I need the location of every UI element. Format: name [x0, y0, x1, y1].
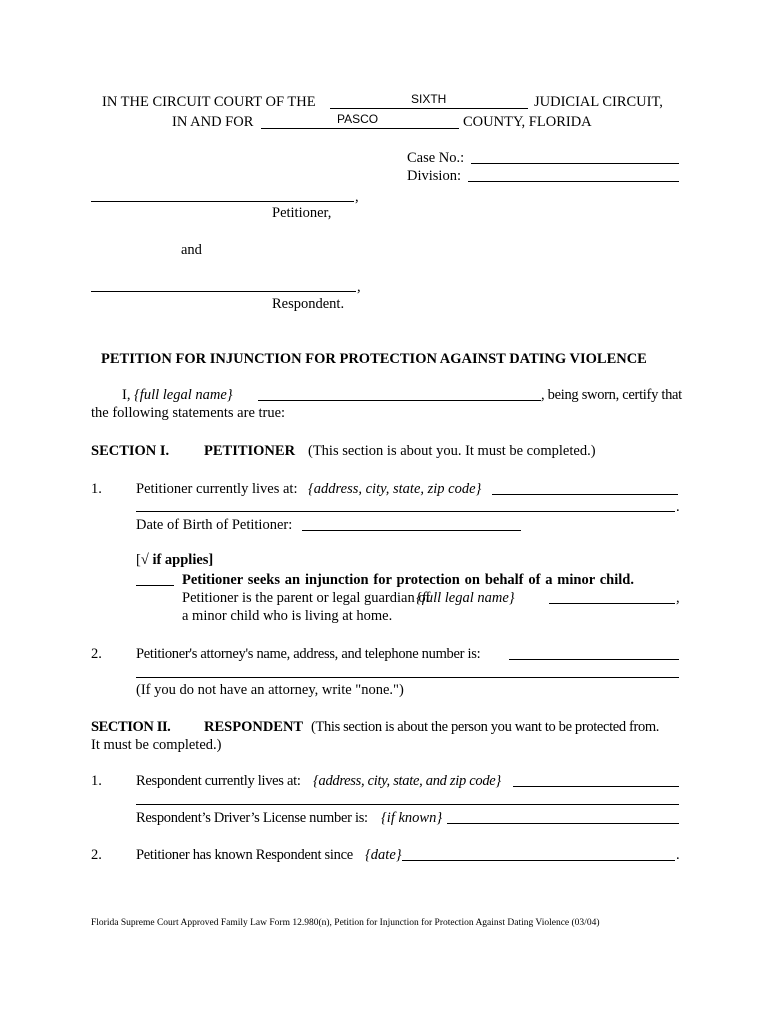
respondent-address-hint: {address, city, state, and zip code} — [313, 773, 501, 789]
section2-note2: It must be completed.) — [91, 737, 222, 753]
guardian-label: Petitioner is the parent or legal guardian of — [182, 590, 431, 606]
section1-heading: PETITIONER — [204, 443, 296, 459]
known-since-period: . — [676, 847, 680, 863]
section2-item2-number: 2. — [91, 847, 102, 863]
drivers-license-label: Respondent’s Driver’s License number is: — [136, 810, 368, 826]
section1-item1-number: 1. — [91, 481, 102, 497]
petitioner-address-field[interactable] — [492, 494, 678, 495]
attorney-note: (If you do not have an attorney, write "none.") — [136, 682, 404, 698]
section2-number: SECTION II. — [91, 719, 171, 735]
petition-title: PETITION FOR INJUNCTION FOR PROTECTION AGAINST DATING VIOLENCE — [101, 351, 647, 367]
respondent-comma: , — [357, 279, 361, 295]
attorney-field-2[interactable] — [136, 677, 679, 678]
circuit-field[interactable] — [330, 108, 528, 109]
county-value: PASCO — [337, 112, 379, 126]
case-no-field[interactable] — [471, 163, 679, 164]
respondent-address-field-2[interactable] — [136, 804, 679, 805]
petitioner-label: Petitioner, — [272, 205, 332, 221]
court-header-line2-left: IN AND FOR — [172, 114, 254, 130]
petitioner-address-label: Petitioner currently lives at: — [136, 481, 298, 497]
respondent-address-label: Respondent currently lives at: — [136, 773, 301, 789]
address-period: . — [676, 499, 680, 515]
respondent-address-field[interactable] — [513, 786, 679, 787]
petitioner-address-field-2[interactable] — [136, 511, 675, 512]
check-mark-icon: √ — [140, 552, 149, 568]
minor-child-name-field[interactable] — [549, 603, 675, 604]
court-header-line1-right: JUDICIAL CIRCUIT, — [534, 94, 663, 110]
minor-child-comma: , — [676, 590, 680, 606]
petitioner-comma: , — [355, 189, 359, 205]
check-instruction: [√ if applies] — [136, 552, 214, 568]
dob-label: Date of Birth of Petitioner: — [136, 517, 293, 533]
case-no-label: Case No.: — [407, 150, 465, 166]
minor-child-check-field[interactable] — [136, 585, 174, 586]
section1-number: SECTION I. — [91, 443, 170, 459]
section2-heading: RESPONDENT — [204, 719, 304, 735]
respondent-label: Respondent. — [272, 296, 345, 312]
petitioner-address-hint: {address, city, state, zip code} — [308, 481, 482, 497]
court-header-line1-left: IN THE CIRCUIT COURT OF THE — [102, 94, 316, 110]
guardian-name-hint: {full legal name} — [416, 590, 515, 606]
attorney-label: Petitioner's attorney's name, address, and telephone number is: — [136, 646, 481, 662]
section2-item1-number: 1. — [91, 773, 102, 789]
drivers-license-field[interactable] — [447, 823, 679, 824]
drivers-license-hint: {if known} — [381, 810, 443, 826]
respondent-name-field[interactable] — [91, 291, 356, 292]
section1-item2-number: 2. — [91, 646, 102, 662]
form-footer: Florida Supreme Court Approved Family Law Form 12.980(n), Petition for Injunction for Protection Against Dating Violence (03/04) — [91, 918, 600, 928]
circuit-value: SIXTH — [411, 92, 447, 106]
intro-name-hint: {full legal name} — [134, 387, 233, 403]
and-label: and — [181, 242, 202, 258]
section1-note: (This section is about you. It must be completed.) — [308, 443, 596, 459]
division-label: Division: — [407, 168, 461, 184]
full-legal-name-field[interactable] — [258, 400, 541, 401]
attorney-field[interactable] — [509, 659, 679, 660]
intro-prefix: I, — [122, 387, 131, 403]
minor-child-home-text: a minor child who is living at home. — [182, 608, 393, 624]
known-since-hint: {date} — [365, 847, 402, 863]
minor-child-statement: Petitioner seeks an injunction for protection on behalf of a minor child. — [182, 572, 634, 588]
known-since-label: Petitioner has known Respondent since — [136, 847, 353, 863]
dob-field[interactable] — [302, 530, 521, 531]
petitioner-name-field[interactable] — [91, 201, 354, 202]
section2-note: (This section is about the person you want to be protected from. — [311, 719, 660, 735]
division-field[interactable] — [468, 181, 679, 182]
intro-suffix: , being sworn, certify that — [541, 387, 682, 403]
court-header-line2-right: COUNTY, FLORIDA — [463, 114, 592, 130]
county-field[interactable] — [261, 128, 459, 129]
known-since-field[interactable] — [402, 860, 675, 861]
intro-line2: the following statements are true: — [91, 405, 286, 421]
